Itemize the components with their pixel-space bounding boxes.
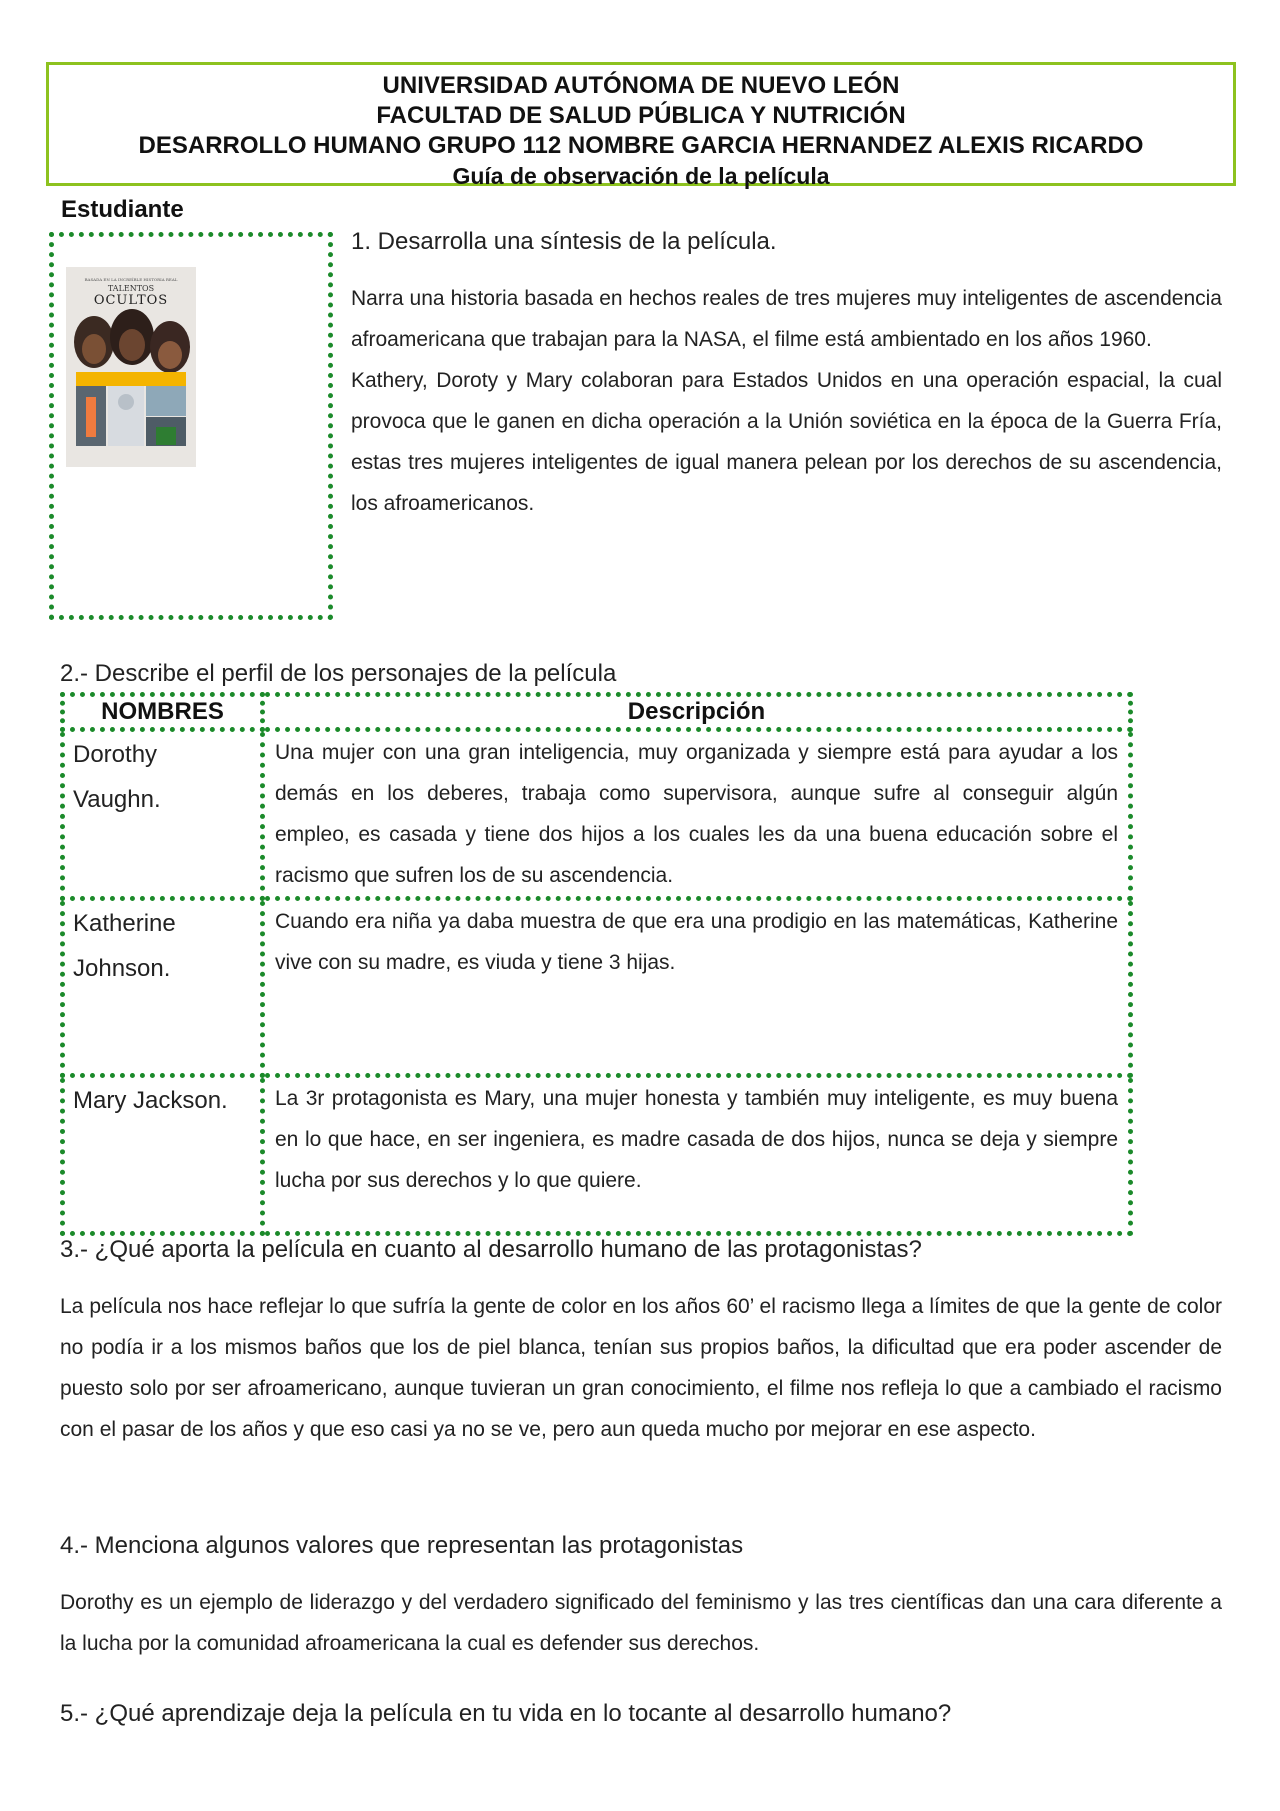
university-name: UNIVERSIDAD AUTÓNOMA DE NUEVO LEÓN <box>382 72 900 99</box>
question-3-answer: La película nos hace reflejar lo que sufría la gente de color en los años 60’ el racismo llega a límites de que la gente de color no podía ir a los mismos baños que los de piel blanca, tenían sus propios baños, la dificultad que era poder ascender de puesto solo por ser afroamericano, aunque tuvieran un gran conocimiento, el filme nos refleja lo que a cambiado el racismo con el pasar de los años y que eso casi ya no se ve, pero aun queda mucho por mejorar en ese aspecto. <box>60 1295 1222 1441</box>
character-description: La 3r protagonista es Mary, una mujer honesta y también muy inteligente, es muy buena en lo que hace, en ser ingeniera, es madre casada de dos hijos, nunca se deja y siempre lucha por sus derechos y lo que quiere. <box>263 1076 1131 1234</box>
course-student-line: DESARROLLO HUMANO GRUPO 112 NOMBRE GARCIA HERNANDEZ ALEXIS RICARDO <box>138 132 1144 159</box>
table-row <box>63 899 1131 1076</box>
question-1-answer <box>351 278 1222 524</box>
character-description: Cuando era niña ya daba muestra de que era una prodigio en las matemáticas, Katherine vive con su madre, es viuda y tiene 3 hijas. <box>263 899 1131 1076</box>
poster-tagline: BASADA EN LA INCREÍBLE HISTORIA REAL <box>84 277 178 282</box>
guide-title: Guía de observación de la película <box>452 163 830 189</box>
character-name-cell <box>63 730 263 899</box>
character-description: Una mujer con una gran inteligencia, muy organizada y siempre está para ayudar a los demás en los deberes, trabaja como supervisora, aunque sufre al conseguir algún empleo, es casada y tiene dos hijos a los cuales les da una buena educación sobre el racismo que sufren los de su ascendencia. <box>263 730 1131 899</box>
character-surname: Johnson. <box>73 955 171 982</box>
poster-title-bottom: OCULTOS <box>93 293 169 308</box>
answer-1-paragraph-2: Kathery, Doroty y Mary colaboran para Estados Unidos en una operación espacial, la cual provoca que le ganen en dicha operación a la Unión soviética en la época de la Guerra Fría, estas tres mujeres inteligentes de igual manera pelean por los derechos de su ascendencia, los afroamericanos. <box>351 369 1222 515</box>
question-3-title: 3.- ¿Qué aporta la película en cuanto al desarrollo humano de las protagonistas? <box>60 1236 922 1263</box>
character-name: Dorothy <box>73 741 158 768</box>
character-surname: Vaughn. <box>73 786 161 813</box>
student-label: Estudiante <box>61 196 184 223</box>
question-4-title: 4.- Menciona algunos valores que representan las protagonistas <box>60 1532 744 1559</box>
character-name: Mary Jackson. <box>73 1087 228 1114</box>
table-row <box>63 730 1131 899</box>
column-header-names: NOMBRES <box>63 695 263 730</box>
character-profiles-table <box>60 692 1133 1236</box>
column-header-description: Descripción <box>263 695 1131 730</box>
character-name: Katherine <box>73 910 176 937</box>
answer-1-paragraph-1: Narra una historia basada en hechos reales de tres mujeres muy inteligentes de ascendencia afroamericana que trabajan para la NASA, el filme está ambientado en los años 1960. <box>351 287 1222 351</box>
poster-title-top: TALENTOS <box>107 284 155 293</box>
character-name-cell <box>63 899 263 1076</box>
poster-frame <box>49 232 333 620</box>
question-1-title: 1. Desarrolla una síntesis de la película. <box>351 228 777 255</box>
table-header-row <box>63 695 1131 730</box>
movie-poster-image <box>66 267 196 467</box>
character-name-cell <box>63 1076 263 1234</box>
question-4-answer: Dorothy es un ejemplo de liderazgo y del verdadero significado del feminismo y las tres científicas dan una cara diferente a la lucha por la comunidad afroamericana la cual es defender sus derechos. <box>60 1591 1222 1655</box>
document-header <box>46 62 1236 189</box>
faculty-name: FACULTAD DE SALUD PÚBLICA Y NUTRICIÓN <box>376 102 906 129</box>
question-5-title: 5.- ¿Qué aprendizaje deja la película en tu vida en lo tocante al desarrollo humano? <box>60 1700 952 1727</box>
question-2-title: 2.- Describe el perfil de los personajes de la película <box>60 660 617 687</box>
table-row <box>63 1076 1131 1234</box>
